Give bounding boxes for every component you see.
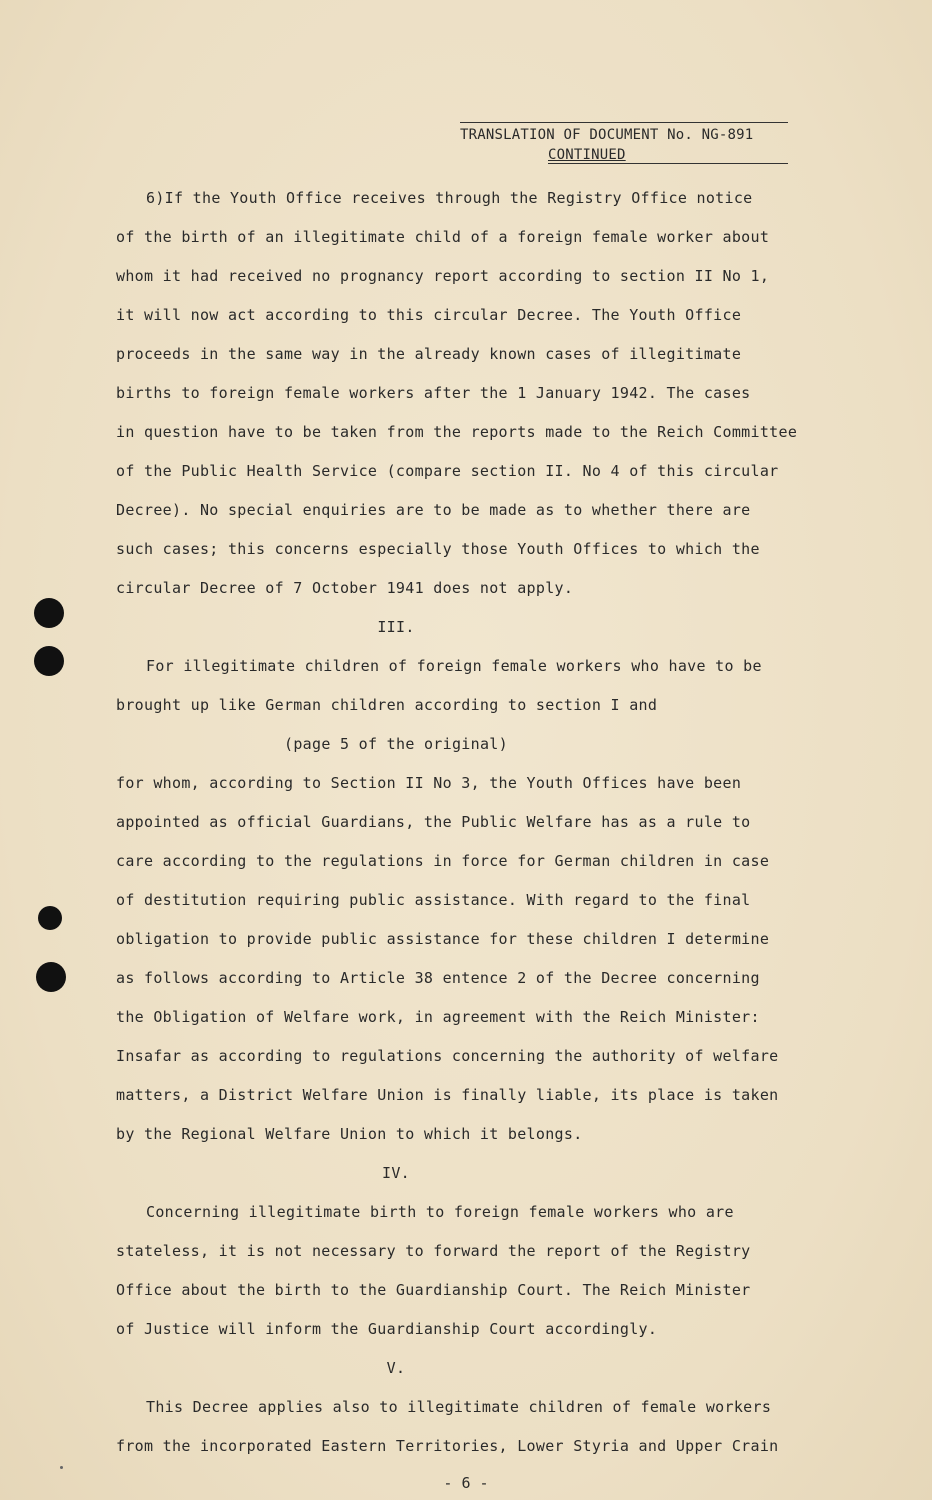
text-line: care according to the regulations in force for German children in case <box>116 852 770 870</box>
text-line: appointed as official Guardians, the Public Welfare has as a rule to <box>116 813 751 831</box>
text-line: brought up like German children according to section I and <box>116 696 658 714</box>
text-line: Office about the birth to the Guardianship Court. The Reich Minister <box>116 1281 751 1299</box>
header-continued: CONTINUED <box>548 147 626 163</box>
text-line: it will now act according to this circular Decree. The Youth Office <box>116 306 742 324</box>
text-line: in question have to be taken from the reports made to the Reich Committee <box>116 423 798 441</box>
section-heading: V. <box>386 1359 406 1377</box>
text-line: 6)If the Youth Office receives through the Registry Office notice <box>146 189 753 207</box>
text-line: This Decree applies also to illegitimate children of female workers <box>146 1398 772 1416</box>
punch-hole <box>36 962 66 992</box>
text-line: for whom, according to Section II No 3, the Youth Offices have been <box>116 774 742 792</box>
punch-hole <box>34 598 64 628</box>
text-line: of the Public Health Service (compare section II. No 4 of this circular <box>116 462 779 480</box>
punch-hole <box>38 906 62 930</box>
header-title: TRANSLATION OF DOCUMENT No. NG-891 <box>460 127 754 143</box>
text-line: births to foreign female workers after the 1 January 1942. The cases <box>116 384 751 402</box>
text-line: such cases; this concerns especially those Youth Offices to which the <box>116 540 760 558</box>
text-line: matters, a District Welfare Union is finally liable, its place is taken <box>116 1086 779 1104</box>
text-line: of the birth of an illegitimate child of a foreign female worker about <box>116 228 770 246</box>
text-line: circular Decree of 7 October 1941 does not apply. <box>116 579 574 597</box>
text-line: the Obligation of Welfare work, in agreement with the Reich Minister: <box>116 1008 760 1026</box>
header-rule <box>460 122 788 123</box>
text-line: by the Regional Welfare Union to which it belongs. <box>116 1125 583 1143</box>
punch-hole <box>34 646 64 676</box>
paper-speck <box>60 1466 63 1469</box>
section-heading: (page 5 of the original) <box>284 735 508 753</box>
text-line: of Justice will inform the Guardianship Court accordingly. <box>116 1320 658 1338</box>
page-number: - 6 - <box>443 1474 489 1492</box>
text-line: obligation to provide public assistance for these children I determine <box>116 930 770 948</box>
section-heading: IV. <box>382 1164 410 1182</box>
text-line: For illegitimate children of foreign female workers who have to be <box>146 657 762 675</box>
document-body <box>116 186 816 1473</box>
section-heading: III. <box>377 618 415 636</box>
text-line: proceeds in the same way in the already known cases of illegitimate <box>116 345 742 363</box>
text-line: stateless, it is not necessary to forward the report of the Registry <box>116 1242 751 1260</box>
text-line: from the incorporated Eastern Territories, Lower Styria and Upper Crain <box>116 1437 779 1455</box>
text-line: Concerning illegitimate birth to foreign female workers who are <box>146 1203 734 1221</box>
text-line: Insafar as according to regulations concerning the authority of welfare <box>116 1047 779 1065</box>
text-line: Decree). No special enquiries are to be made as to whether there are <box>116 501 751 519</box>
text-line: whom it had received no prognancy report according to section II No 1, <box>116 267 770 285</box>
text-line: of destitution requiring public assistance. With regard to the final <box>116 891 751 909</box>
text-line: as follows according to Article 38 entence 2 of the Decree concerning <box>116 969 760 987</box>
document-header <box>460 122 790 164</box>
